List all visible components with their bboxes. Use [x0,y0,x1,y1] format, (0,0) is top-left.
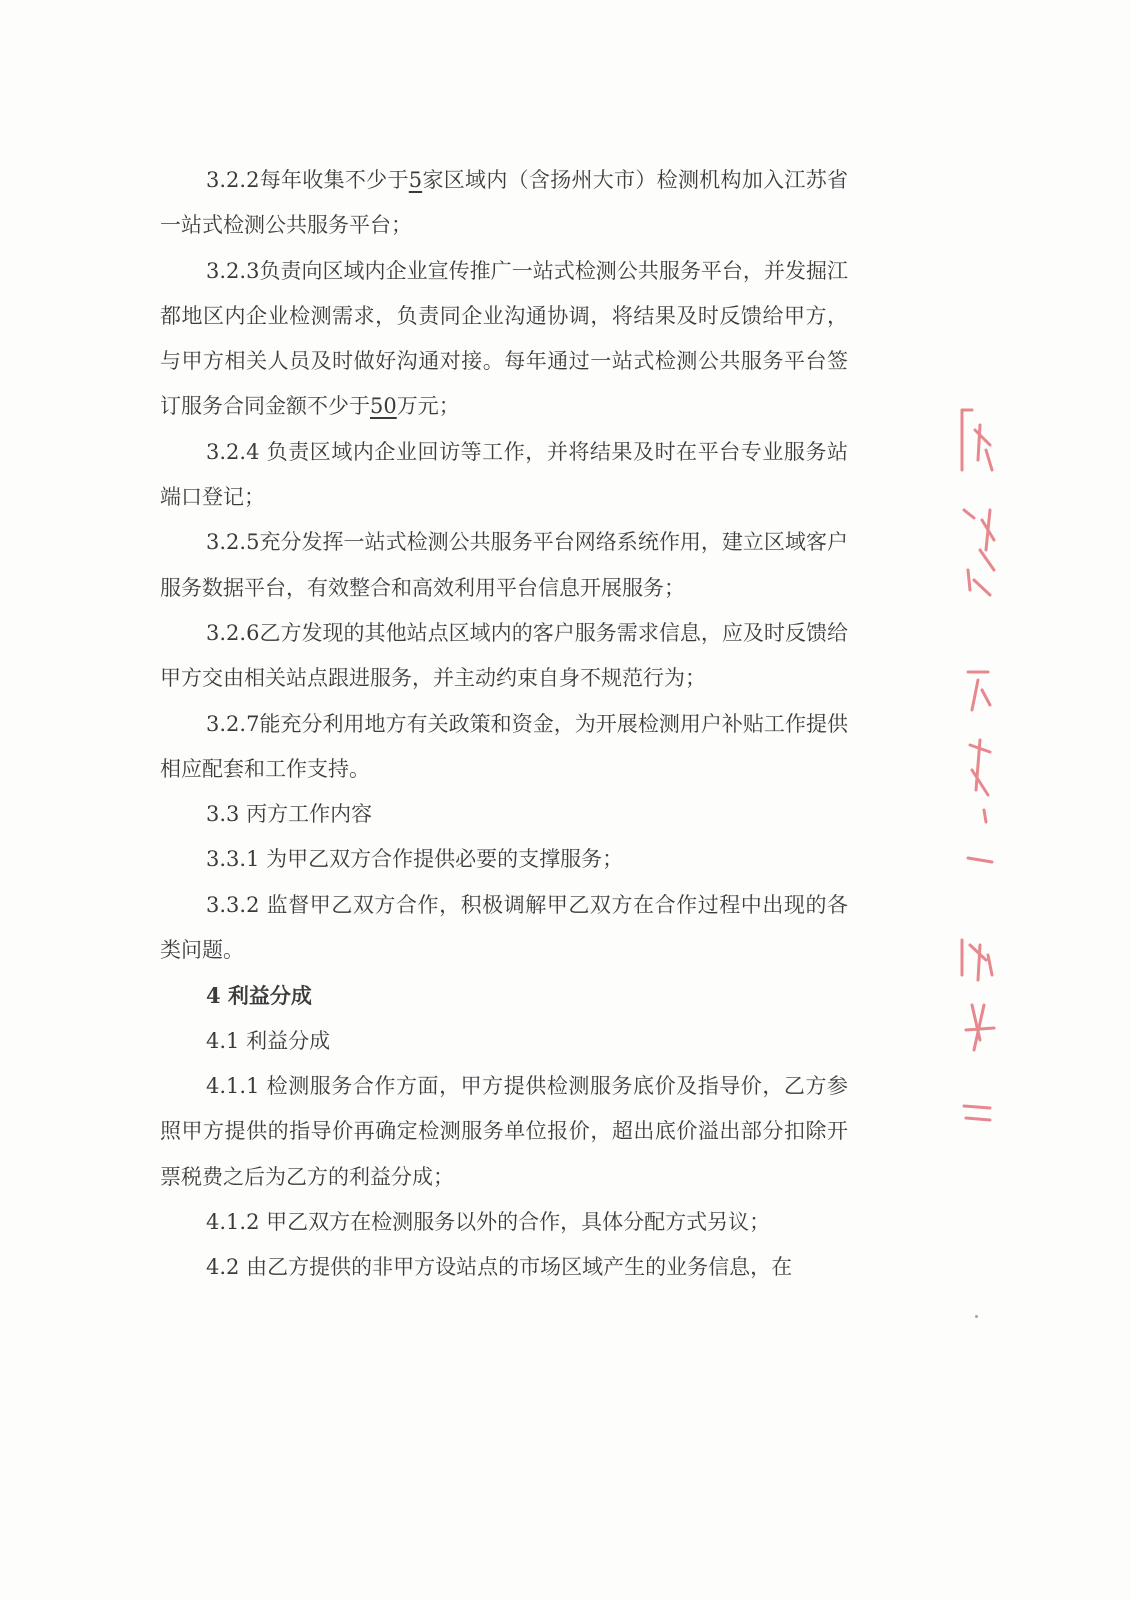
text-run: 3.2.2每年收集不少于 [206,168,409,192]
speck [975,1315,978,1318]
document-body [160,158,848,1290]
section-heading-4: 4 利益分成 [206,983,312,1009]
paragraph-3-2-5: 3.2.5充分发挥一站式检测公共服务平台网络系统作用，建立区域客户服务数据平台，有效整合和高效利用平台信息开展服务； [160,530,848,600]
text-run: 家区域内（含扬州大市）检测机构加入江苏省一站式检测公共服务平台； [160,168,849,238]
paragraph-4-2: 4.2 由乙方提供的非甲方设站点的市场区域产生的业务信息，在 [206,1255,793,1280]
paragraph-3-2-7: 3.2.7能充分利用地方有关政策和资金，为开展检测用户补贴工作提供相应配套和工作支持。 [160,711,848,781]
paragraph-3-2-2 [160,158,848,249]
heading-4-1: 4.1 利益分成 [206,1028,331,1053]
paragraph-4-1-1: 4.1.1 检测服务合作方面，甲方提供检测服务底价及指导价，乙方参照甲方提供的指导价再确定检测服务单位报价，超出底价溢出部分扣除开票税费之后为乙方的利益分成； [160,1073,848,1189]
paragraph-3-3-2: 3.3.2 监督甲乙双方合作，积极调解甲乙双方在合作过程中出现的各类问题。 [160,892,848,963]
paragraph-3-2-3 [160,249,848,430]
underlined-number: 50 [370,394,397,419]
paragraph-3-2-4: 3.2.4 负责区域内企业回访等工作，并将结果及时在平台专业服务站端口登记； [160,439,848,510]
seal-stamp-icon [950,400,1010,1140]
paragraph-4-1-2: 4.1.2 甲乙双方在检测服务以外的合作，具体分配方式另议； [206,1209,771,1234]
heading-3-3: 3.3 丙方工作内容 [206,802,373,827]
seal-fragments-icon [950,400,1010,1140]
text-run: 3.2.3负责向区域内企业宣传推广一站式检测公共服务平台，并发掘江都地区内企业检测需求，负责同企业沟通协调，将结果及时反馈给甲方，与甲方相关人员及时做好沟通对接。每年通过一站式检测公共服务平台签订服务合同金额不少于 [160,258,848,419]
paragraph-3-2-6: 3.2.6乙方发现的其他站点区域内的客户服务需求信息，应及时反馈给甲方交由相关站点跟进服务，并主动约束自身不规范行为； [160,620,848,691]
text-run: 万元； [396,394,460,419]
paragraph-3-3-1: 3.3.1 为甲乙双方合作提供必要的支撑服务； [206,847,624,872]
underlined-number: 5 [408,168,423,192]
